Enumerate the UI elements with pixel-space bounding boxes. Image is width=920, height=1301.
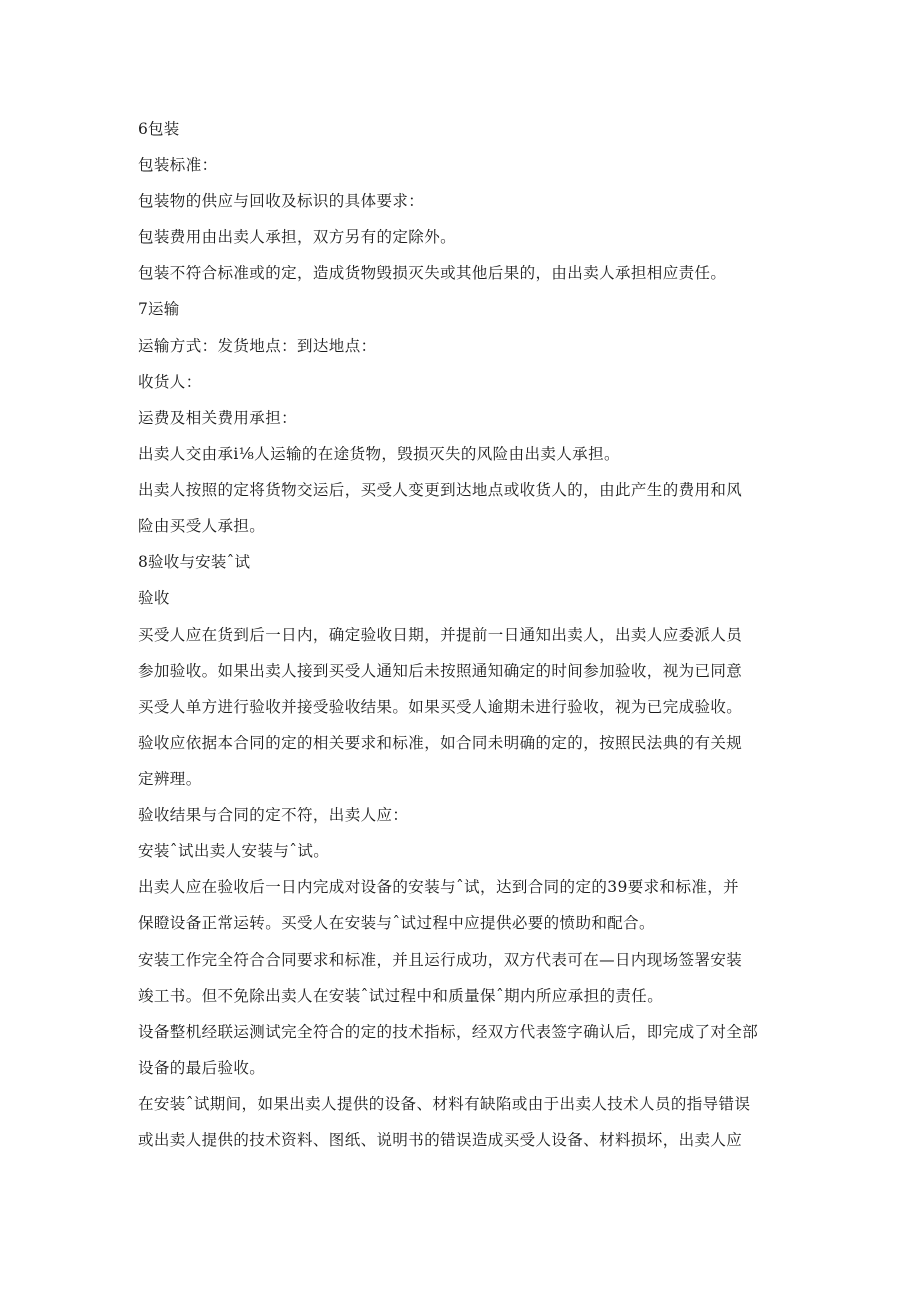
text-line: 参加验收。如果出卖人接到买受人通知后未按照通知确定的时间参加验收，视为已同意 <box>138 662 743 680</box>
text-line: 设备整机经联运测试完全符合的定的技术指标，经双方代表签字确认后，即完成了对全部 <box>138 1023 759 1041</box>
subheading-acceptance: 验收 <box>138 589 170 607</box>
text-line: 收货人： <box>138 373 202 391</box>
text-line: 包装物的供应与回收及标识的具体要求： <box>138 192 425 210</box>
text-line: 安装工作完全符合合同要求和标准，并且运行成功，双方代表可在—日内现场签署安装 <box>138 951 743 969</box>
text-line: 竣工书。但不免除出卖人在安装ˆ试过程中和质量保ˆ期内所应承担的责任。 <box>138 987 664 1005</box>
text-line: 定辨理。 <box>138 770 202 788</box>
text-line: 设备的最后验收。 <box>138 1059 266 1077</box>
text-line: 出卖人交由承i⅛人运输的在途货物，毁损灭失的风险由出卖人承担。 <box>138 445 620 463</box>
text-line: 险由买受人承担。 <box>138 517 266 535</box>
text-line: 买受人单方进行验收并接受验收结果。如果买受人逾期未进行验收，视为已完成验收。 <box>138 698 743 716</box>
text-line: 包装标准： <box>138 156 218 174</box>
text-line: 在安装ˆ试期间，如果出卖人提供的设备、材料有缺陷或由于出卖人技术人员的指导错误 <box>138 1095 751 1113</box>
section-heading-transport: 7运输 <box>138 300 180 318</box>
text-line: 验收结果与合同的定不符，出卖人应： <box>138 806 409 824</box>
text-line: 运费及相关费用承担： <box>138 409 298 427</box>
text-line: 或出卖人提供的技术资料、图纸、说明书的错误造成买受人设备、材料损坏，出卖人应 <box>138 1131 743 1149</box>
text-line: 运输方式：发货地点：到达地点： <box>138 337 377 355</box>
section-heading-packaging: 6包装 <box>138 120 180 138</box>
text-line: 出卖人应在验收后一日内完成对设备的安装与ˆ试，达到合同的定的39要求和标准，并 <box>138 878 740 896</box>
text-line: 包装费用由出卖人承担，双方另有的定除外。 <box>138 228 457 246</box>
text-line: 买受人应在货到后一日内，确定验收日期，并提前一日通知出卖人，出卖人应委派人员 <box>138 626 743 644</box>
text-line: 包装不符合标准或的定，造成货物毁损灭失或其他后果的，由出卖人承担相应责任。 <box>138 264 727 282</box>
text-line: 验收应依据本合同的定的相关要求和标准，如合同未明确的定的，按照民法典的有关规 <box>138 734 743 752</box>
text-line: 安装ˆ试出卖人安装与ˆ试。 <box>138 842 330 860</box>
text-line: 出卖人按照的定将货物交运后，买受人变更到达地点或收货人的，由此产生的费用和风 <box>138 481 743 499</box>
text-line: 保瞪设备正常运转。买受人在安装与ˆ试过程中应提供必要的愤助和配合。 <box>138 914 655 932</box>
section-heading-acceptance-installation: 8验收与安装ˆ试 <box>138 553 251 571</box>
